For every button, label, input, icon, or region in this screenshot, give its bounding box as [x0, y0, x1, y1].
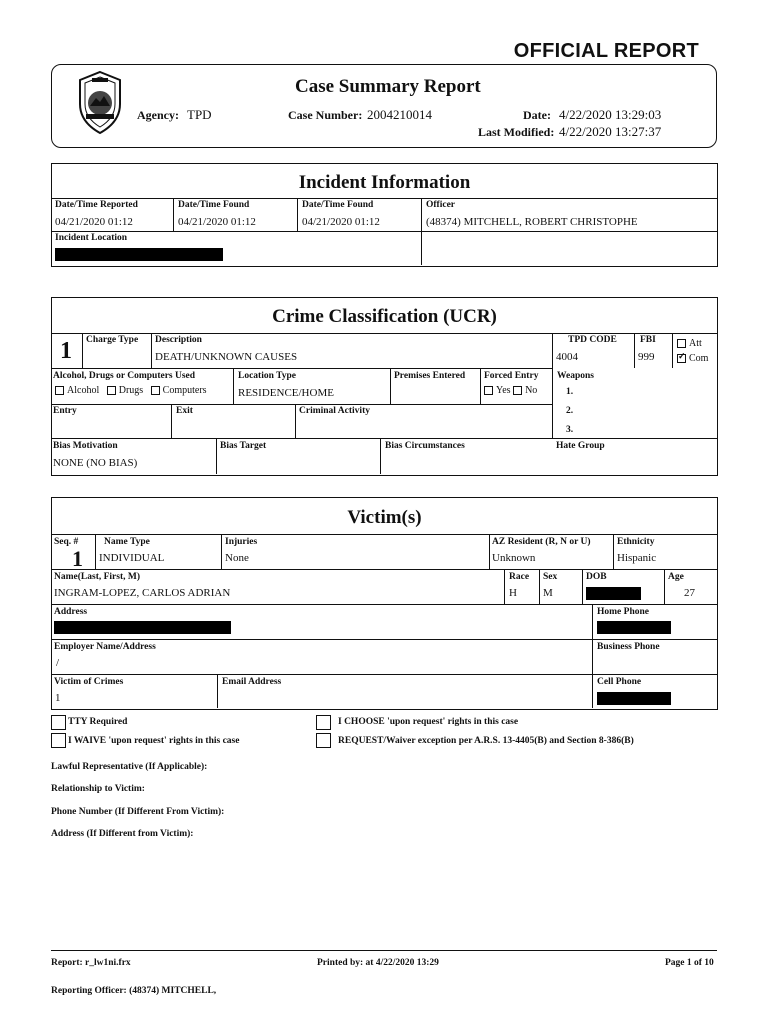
found2-value: 04/21/2020 01:12 [302, 216, 380, 228]
race-label: Race [509, 572, 530, 582]
tpd-code-value: 4004 [556, 351, 578, 363]
address-label: Address [54, 607, 88, 617]
charge-type-label: Charge Type [86, 335, 139, 345]
com-checkbox[interactable]: ✓Com [677, 353, 708, 364]
entry-label: Entry [53, 406, 77, 416]
official-report-stamp: OFFICIAL REPORT [513, 40, 699, 62]
forced-no-checkbox[interactable] [513, 386, 522, 395]
address-redacted [54, 621, 231, 634]
case-number-value: 2004210014 [367, 107, 432, 122]
drugs-checkbox[interactable] [107, 386, 116, 395]
footer-page: Page 1 of 10 [665, 958, 714, 968]
sex-label: Sex [543, 572, 558, 582]
sex-value: M [543, 587, 553, 599]
weapon-1: 1. [566, 387, 574, 397]
incident-location-label: Incident Location [55, 233, 128, 243]
weapon-3: 3. [566, 425, 574, 435]
case-number-label: Case Number: [288, 108, 363, 122]
date-label: Date: [523, 108, 551, 122]
choose-label: I CHOOSE 'upon request' rights in this case [338, 717, 519, 727]
age-label: Age [668, 572, 684, 582]
injuries-label: Injuries [225, 537, 258, 547]
bias-motivation-value: NONE (NO BIAS) [53, 457, 138, 469]
criminal-activity-label: Criminal Activity [299, 406, 370, 416]
request-label: REQUEST/Waiver exception per A.R.S. 13-4405(B) and Section 8-386(B) [338, 736, 634, 746]
crime-title: Crime Classification (UCR) [272, 306, 497, 327]
agency-value: TPD [187, 107, 212, 122]
forced-entry-checks: Yes No [484, 385, 537, 396]
exit-label: Exit [176, 406, 193, 416]
footer-reporting-officer: Reporting Officer: (48374) MITCHELL, [51, 986, 217, 996]
weapon-2: 2. [566, 406, 574, 416]
name-type-value: INDIVIDUAL [99, 552, 165, 564]
lawful-rep-label: Lawful Representative (If Applicable): [51, 762, 208, 772]
alcohol-section-label: Alcohol, Drugs or Computers Used [53, 371, 196, 381]
last-modified-value: 4/22/2020 13:27:37 [559, 124, 662, 139]
last-modified-label: Last Modified: [478, 125, 555, 139]
alcohol-checks: Alcohol Drugs Computers [55, 385, 207, 396]
footer-report: Report: r_lw1ni.frx [51, 958, 131, 968]
relationship-label: Relationship to Victim: [51, 784, 145, 794]
found-label: Date/Time Found [178, 200, 250, 210]
dob-label: DOB [586, 572, 607, 582]
officer-value: (48374) MITCHELL, ROBERT CHRISTOPHE [426, 216, 638, 228]
agency-label: Agency: [137, 108, 179, 122]
age-value: 27 [684, 587, 695, 599]
forced-entry-label: Forced Entry [484, 371, 539, 381]
bias-circumstances-label: Bias Circumstances [385, 441, 465, 451]
cell-phone-redacted [597, 692, 671, 705]
race-value: H [509, 587, 517, 599]
name-type-label: Name Type [104, 537, 150, 547]
business-phone-label: Business Phone [597, 642, 660, 652]
crime-seq: 1 [60, 338, 72, 364]
employer-value: / [56, 657, 60, 669]
victim-of-crimes-label: Victim of Crimes [54, 677, 124, 687]
location-type-label: Location Type [238, 371, 296, 381]
request-checkbox[interactable] [316, 733, 331, 748]
incident-location-redacted [55, 248, 223, 261]
computers-checkbox[interactable] [151, 386, 160, 395]
reported-label: Date/Time Reported [55, 200, 138, 210]
hate-group-label: Hate Group [556, 441, 605, 451]
fbi-label: FBI [640, 335, 656, 345]
alcohol-checkbox[interactable] [55, 386, 64, 395]
injuries-value: None [225, 552, 249, 564]
forced-yes-checkbox[interactable] [484, 386, 493, 395]
ethnicity-label: Ethnicity [617, 537, 655, 547]
att-checkbox-box[interactable] [677, 339, 686, 348]
date-value: 4/22/2020 13:29:03 [559, 107, 662, 122]
email-label: Email Address [222, 677, 282, 687]
employer-label: Employer Name/Address [54, 642, 156, 652]
home-phone-label: Home Phone [597, 607, 649, 617]
location-type-value: RESIDENCE/HOME [238, 387, 334, 399]
description-value: DEATH/UNKNOWN CAUSES [155, 351, 298, 363]
rep-phone-label: Phone Number (If Different From Victim): [51, 807, 225, 817]
az-resident-value: Unknown [492, 552, 536, 564]
tpd-code-label: TPD CODE [568, 335, 617, 345]
victim-name-value: INGRAM-LOPEZ, CARLOS ADRIAN [54, 587, 231, 599]
bias-target-label: Bias Target [220, 441, 267, 451]
tty-checkbox[interactable] [51, 715, 66, 730]
tty-label: TTY Required [68, 717, 128, 727]
ethnicity-value: Hispanic [617, 552, 657, 564]
reported-value: 04/21/2020 01:12 [55, 216, 133, 228]
bias-motivation-label: Bias Motivation [53, 441, 118, 451]
dob-redacted [586, 587, 641, 600]
choose-checkbox[interactable] [316, 715, 331, 730]
victim-of-crimes-value: 1 [55, 692, 61, 704]
premises-label: Premises Entered [394, 371, 466, 381]
fbi-value: 999 [638, 351, 655, 363]
weapons-label: Weapons [557, 371, 594, 381]
incident-title: Incident Information [298, 172, 471, 193]
home-phone-redacted [597, 621, 671, 634]
victim-title: Victim(s) [347, 507, 422, 528]
report-title: Case Summary Report [295, 76, 481, 97]
police-badge-logo [74, 70, 126, 136]
found-value: 04/21/2020 01:12 [178, 216, 256, 228]
waive-label: I WAIVE 'upon request' rights in this case [68, 736, 240, 746]
cell-phone-label: Cell Phone [597, 677, 642, 687]
description-label: Description [155, 335, 202, 345]
victim-name-label: Name(Last, First, M) [54, 572, 141, 582]
footer-printed: Printed by: at 4/22/2020 13:29 [317, 958, 439, 968]
waive-checkbox[interactable] [51, 733, 66, 748]
found2-label: Date/Time Found [302, 200, 374, 210]
victim-seq: 1 [72, 546, 83, 571]
rep-address-label: Address (If Different from Victim): [51, 829, 194, 839]
officer-label: Officer [426, 200, 456, 210]
az-resident-label: AZ Resident (R, N or U) [492, 537, 591, 547]
att-checkbox[interactable]: Att [677, 338, 702, 349]
seq-label: Seq. # [54, 537, 79, 547]
com-checkbox-box[interactable] [677, 354, 686, 363]
